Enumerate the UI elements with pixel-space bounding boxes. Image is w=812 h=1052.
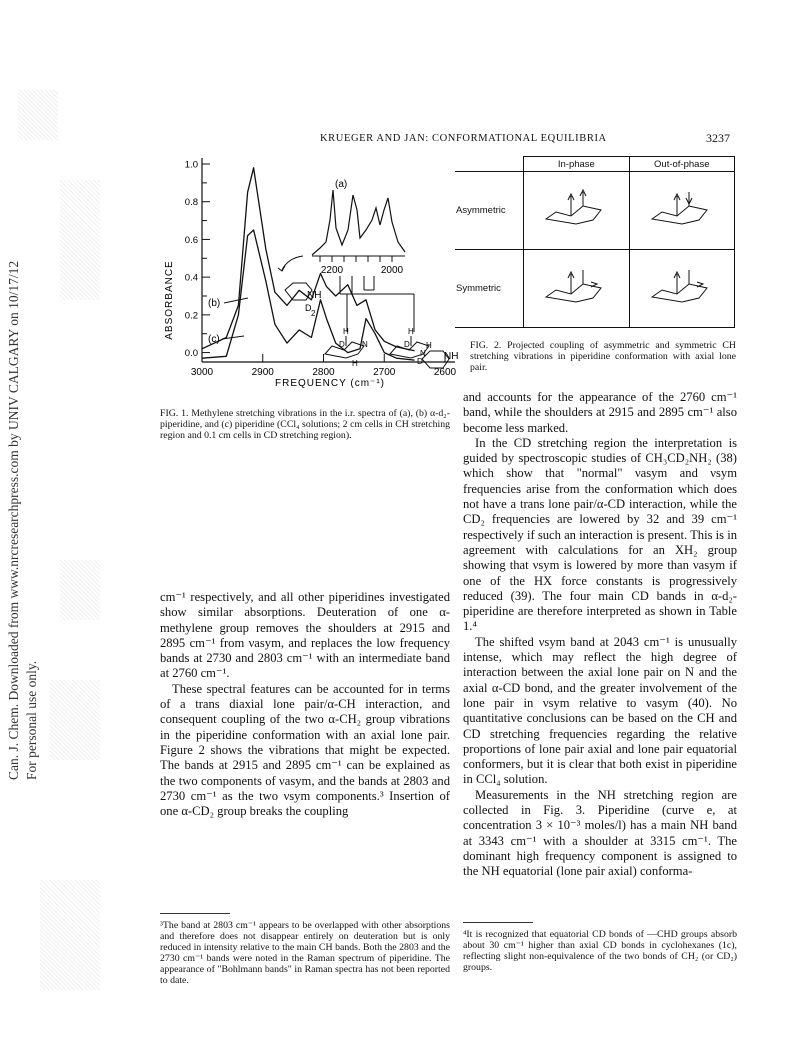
right-column-text (463, 390, 737, 880)
footnote-3: ³The band at 2803 cm⁻¹ appears to be overlapped with other absorptions and therefore does not disappear entirely on deuteration but is only reduced in intensity relative to the main CH bands. Both the 2803 and the 2730 cm⁻¹ bands were noted in the Raman spectrum of piperidine. The appearance of "Bohlmann bands" in Raman spectra has not been reported to date. (160, 920, 450, 986)
col-out-of-phase: Out-of-phase (629, 157, 734, 172)
curve-label-c: (c) (208, 334, 220, 345)
footnote-4: ⁴It is recognized that equatorial CD bonds of —CHD groups absorb about 30 cm⁻¹ higher than axial CD bonds in cyclohexanes (1c), reflecting slight non-equivalence of the two bonds of CH₂ (or CD₂) groups. (463, 929, 737, 973)
svg-text:H: H (352, 359, 358, 368)
ring-label: D (305, 303, 312, 313)
row-symmetric: Symmetric (455, 250, 524, 328)
inset-a-curve (312, 190, 405, 255)
paragraph: Measurements in the NH stretching region are collected in Fig. 3. Piperidine (curve e, at concentration 3 × 10⁻³ moles/l) has a main NH band at 3343 cm⁻¹ with a shoulder at 3315 cm⁻¹. The dominant high frequency component is assigned to the NH equatorial (lone pair axial) conforma- (463, 787, 737, 879)
download-watermark (4, 180, 56, 780)
vibration-diagram-icon (629, 250, 734, 328)
x-axis-label: FREQUENCY (cm⁻¹) (275, 378, 385, 388)
svg-text:D: D (404, 340, 410, 349)
paragraph: cm⁻¹ respectively, and all other piperidines investigated show similar absorptions. Deuteration of one α-methylene group removes the shoulders at 2915 and 2895 cm⁻¹ from νasym, and replaces the low frequency bands at 2730 and 2803 cm⁻¹ with an intermediate band at 2760 cm⁻¹. (160, 590, 450, 681)
svg-text:N: N (420, 349, 426, 358)
paragraph: The shifted νsym band at 2043 cm⁻¹ is unusually intense, which may reflect the high degree of interaction between the axial lone pair on N and the axial α-CD bond, and the greater involvement of the lone pair in νsym relative to νasym (40). No quantitative conclusions can be based on the CH and CD stretching frequencies regarding the relative proportions of lone pair axial and lone pair equatorial conformers, but it is clear that both exist in piperidine in CCl₄ solution. (463, 634, 737, 787)
y-tick-label: 0.8 (184, 197, 198, 209)
svg-text:N: N (362, 340, 368, 349)
svg-text:D: D (339, 340, 345, 349)
curve-label-a: (a) (335, 179, 348, 190)
svg-text:D: D (417, 357, 423, 366)
watermark-line-2: For personal use only. (24, 660, 39, 780)
watermark-line-1: Can. J. Chem. Downloaded from www.nrcresearchpress.com by UNIV CALGARY on 10/17/12 (6, 260, 21, 780)
scan-noise (18, 90, 58, 140)
x-tick-label: 2700 (373, 367, 396, 378)
y-tick-label: 0.4 (184, 272, 198, 284)
paragraph: In the CD stretching region the interpretation is guided by spectroscopic studies of CH₃CD₂NH₂ (38) which show that "normal" νasym and νsym frequencies arise from the conformation which does not have a trans lone pair/α-CD interaction, while the CD₂ frequencies are lowered by 32 and 39 cm⁻¹ respectively if such an interaction is present. This is in agreement with calculations for an XH₂ group showing that νsym is lowered by more than νasym if one of the HX force constants is progressively reduced (39). The four main CD bands in α-d₂-piperidine are therefore interpreted as shown in Table 1.⁴ (463, 435, 737, 634)
footnote-rule (160, 913, 230, 914)
inset-tick-label: 2200 (320, 265, 344, 276)
figure-2-table-wrap (455, 156, 737, 334)
scan-noise (60, 180, 100, 300)
ring-label: NH (307, 290, 322, 301)
scan-noise (60, 560, 100, 620)
paragraph: and accounts for the appearance of the 2760 cm⁻¹ band, while the shoulders at 2915 and 2895 cm⁻¹ also become less marked. (463, 390, 737, 435)
y-tick-label: 0.0 (184, 348, 198, 360)
row-asymmetric: Asymmetric (455, 172, 524, 250)
figure-1-caption: FIG. 1. Methylene stretching vibrations in the i.r. spectra of (a), (b) α-d₂-piperidine, and (c) piperidine (CCl₄ solutions; 2 cm cells in CH stretching region and 0.1 cm cells in CD stretching region). (160, 408, 450, 442)
y-tick-label: 0.6 (184, 234, 198, 246)
x-tick-label: 2900 (251, 367, 274, 378)
paragraph: These spectral features can be accounted for in terms of a trans diaxial lone pair/α-CH interaction, and consequent coupling of the two α-CH₂ group vibrations in the piperidine conformation with an axial lone pair. Figure 2 shows the vibrations that might be expected. The bands at 2915 and 2895 cm⁻¹ can be explained as the two components of νasym, and the bands at 2803 and 2730 cm⁻¹ as the two νsym components.³ Insertion of one α-CD₂ group breaks the coupling (160, 681, 450, 819)
page-number: 3237 (706, 131, 730, 145)
ring-label: 2 (311, 309, 316, 318)
col-in-phase: In-phase (524, 157, 629, 172)
scan-noise (40, 880, 100, 990)
running-title: KRUEGER AND JAN: CONFORMATIONAL EQUILIBRIA (320, 133, 607, 144)
curve-label-b: (b) (208, 298, 221, 309)
vibration-diagram-icon (524, 250, 629, 328)
ring-label: NH (444, 351, 459, 362)
left-column-text (160, 590, 450, 819)
series-line-b (202, 168, 415, 351)
x-tick-label: 2600 (433, 367, 457, 378)
svg-text:H: H (343, 327, 349, 336)
scan-noise (50, 680, 100, 760)
figure-2-caption: FIG. 2. Projected coupling of asymmetric and symmetric CH stretching vibrations in piperidine conformation with axial lone pair. (470, 340, 736, 374)
svg-text:H: H (426, 341, 432, 350)
x-tick-label: 2800 (312, 367, 335, 378)
x-tick-label: 3000 (190, 367, 214, 378)
figure-2-table (455, 156, 735, 328)
vibration-diagram-icon (524, 172, 629, 250)
inset-tick-label: 2000 (380, 265, 404, 276)
svg-text:H: H (408, 327, 414, 336)
y-tick-label: 0.2 (184, 310, 198, 322)
footnote-rule (463, 922, 533, 923)
vibration-diagram-icon (629, 172, 734, 250)
figure-1-chart (160, 150, 460, 388)
y-tick-label: 1.0 (184, 159, 198, 171)
y-axis-label: ABSORBANCE (164, 260, 175, 340)
